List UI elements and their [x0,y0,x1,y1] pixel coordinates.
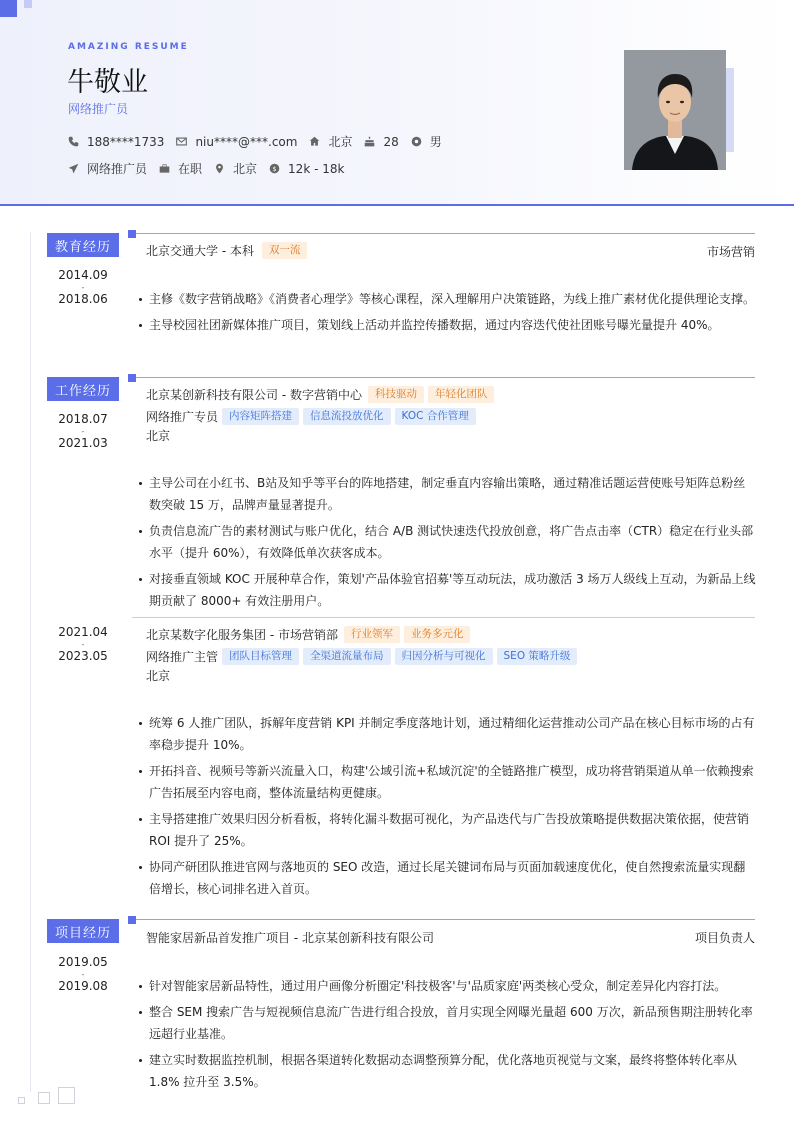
contact-row [68,133,454,150]
status-value: 在职 [178,162,203,176]
edu-bullet-list [137,288,757,340]
gender-item [411,133,442,150]
edu-school: 北京交通大学 - 本科 [146,244,254,258]
work1-position-tag: KOC 合作管理 [395,408,476,425]
work1-start-date: 2018.07 [58,412,108,426]
list-item: 对接垂直领域 KOC 开展种草合作，策划'产品体验官招募'等互动玩法，成功激活 3 场万人级线上互动，为新品上线期贡献了 8000+ 有效注册用户。 [137,568,757,612]
list-item: 主导搭建推广效果归因分析看板，将转化漏斗数据可视化，为产品迭代与广告投放策略提供数据决策依据，使营销 ROI 提升了 25%。 [137,808,757,852]
list-item: 主修《数字营销战略》《消费者心理学》等核心课程，深入理解用户决策链路，为线上推广素材优化提供理论支撑。 [137,288,757,310]
work2-position-tag: SEO 策略升级 [497,648,578,665]
intent-position-item [68,160,147,177]
proj-end-date: 2019.08 [58,979,108,993]
corner-decoration [58,1087,75,1104]
work2-company-tag: 业务多元化 [404,626,471,643]
list-item: 建立实时数据监控机制，根据各渠道转化数据动态调整预算分配，优化落地页视觉与文案，最终将整体转化率从 1.8% 拉升至 3.5%。 [137,1049,757,1093]
work1-city: 北京 [146,429,171,443]
work1-position-tag: 内容矩阵搭建 [222,408,299,425]
proj-bullet-list [137,975,757,1097]
timeline-rail [30,232,31,1092]
resume-header [0,0,794,206]
list-item: 协同产研团队推进官网与落地页的 SEO 改造，通过长尾关键词布局与页面加载速度优化，使自然搜索流量实现翻倍增长，核心词排名进入首页。 [137,856,757,900]
cake-icon [364,136,375,147]
proj-role: 项目负责人 [694,931,755,945]
proj-start-date: 2019.05 [58,955,108,969]
work2-start-date: 2021.04 [58,625,108,639]
home-icon [309,136,320,147]
intent-position-value: 网络推广员 [87,162,148,176]
work2-position-tag: 全渠道流量布局 [303,648,391,665]
entry-divider [132,617,755,618]
edu-major: 市场营销 [706,245,755,259]
edu-tag: 双一流 [262,242,308,259]
intent-row [68,160,356,177]
work2-position-row [146,648,577,665]
work1-company-tag: 年轻化团队 [428,386,495,403]
work2-position-tag: 团队目标管理 [222,648,299,665]
section-marker [128,916,136,924]
candidate-title: 网络推广员 [68,102,129,116]
send-icon [68,163,79,174]
work1-end-date: 2021.03 [58,436,108,450]
work2-end-date: 2023.05 [58,649,108,663]
date-separator: - [81,283,85,292]
map-pin-icon [214,163,225,174]
work2-company: 北京某数字化服务集团 - 市场营销部 [146,628,338,642]
work2-company-tag: 行业领军 [344,626,400,643]
list-item: 开拓抖音、视频号等新兴流量入口，构建'公域引流+私域沉淀'的全链路推广模型，成功将营销渠道从单一依赖搜索广告拓展至内容电商，整体流量结构更健康。 [137,760,757,804]
intent-city-item [214,160,257,177]
work2-position-tag: 归因分析与可视化 [395,648,493,665]
work2-bullet-list [137,712,757,904]
proj-name: 智能家居新品首发推广项目 - 北京某创新科技有限公司 [146,931,434,945]
salary-item [269,162,344,176]
section-title-education: 教育经历 [47,233,119,257]
list-item: 针对智能家居新品特性，通过用户画像分析圈定'科技极客'与'品质家庭'两类核心受众，制定差异化内容打法。 [137,975,757,997]
date-separator: - [81,640,85,649]
work1-position-row [146,408,476,425]
date-separator: - [81,970,85,979]
svg-text:$: $ [272,165,277,173]
age-value: 28 [383,134,399,149]
work2-city: 北京 [146,669,171,683]
corner-decoration [38,1092,50,1104]
list-item: 负责信息流广告的素材测试与账户优化，结合 A/B 测试快速迭代投放创意，将广告点击率（CTR）稳定在行业头部水平（提升 60%），有效降低单次获客成本。 [137,520,757,564]
person-portrait-icon [624,50,726,170]
email-value: niu****@***.com [195,134,298,149]
mail-icon [176,136,187,147]
phone-item [68,135,164,149]
salary-value: 12k - 18k [288,161,345,176]
section-divider [136,377,755,378]
list-item: 整合 SEM 搜索广告与短视频信息流广告进行组合投放，首月实现全网曝光量超 600 万次，新品预售期注册转化率远超行业基准。 [137,1001,757,1045]
work2-company-row [146,626,470,643]
work1-company-tag: 科技驱动 [368,386,424,403]
money-icon [269,163,280,174]
intent-city-value: 北京 [233,162,258,176]
phone-icon [68,136,79,147]
age-item [364,135,398,149]
edu-school-row [146,242,307,259]
section-divider [136,919,755,920]
candidate-name: 牛敬业 [67,67,148,98]
list-item: 主导公司在小红书、B站及知乎等平台的阵地搭建，制定垂直内容输出策略，通过精准话题运营使账号矩阵总粉丝数突破 15 万，品牌声量显著提升。 [137,472,757,516]
work1-company: 北京某创新科技有限公司 - 数字营销中心 [146,388,362,402]
work1-position: 网络推广专员 [146,410,219,424]
edu-start-date: 2014.09 [58,268,108,282]
email-item [176,135,297,149]
corner-decoration [0,0,17,17]
phone-value: 188****1733 [87,134,165,149]
list-item: 统筹 6 人推广团队，拆解年度营销 KPI 并制定季度落地计划，通过精细化运营推动公司产品在核心目标市场的占有率稳步提升 10%。 [137,712,757,756]
profile-photo [624,50,726,170]
section-divider [136,233,755,234]
briefcase-icon [159,163,170,174]
date-separator: - [81,427,85,436]
gender-icon [411,136,422,147]
section-title-project: 项目经历 [47,919,119,943]
location-item [309,133,352,150]
work2-position: 网络推广主管 [146,650,219,664]
gender-value: 男 [429,135,442,149]
corner-decoration-small [24,0,32,8]
work1-company-row [146,386,494,403]
location-value: 北京 [328,135,353,149]
status-item [159,160,202,177]
section-marker [128,374,136,382]
work1-bullet-list [137,472,757,616]
edu-end-date: 2018.06 [58,292,108,306]
corner-decoration [18,1097,25,1104]
section-marker [128,230,136,238]
section-title-work: 工作经历 [47,377,119,401]
list-item: 主导校园社团新媒体推广项目，策划线上活动并监控传播数据，通过内容迭代使社团账号曝光量提升 40%。 [137,314,757,336]
work1-position-tag: 信息流投放优化 [303,408,391,425]
resume-tagline: AMAZING RESUME [68,42,189,52]
